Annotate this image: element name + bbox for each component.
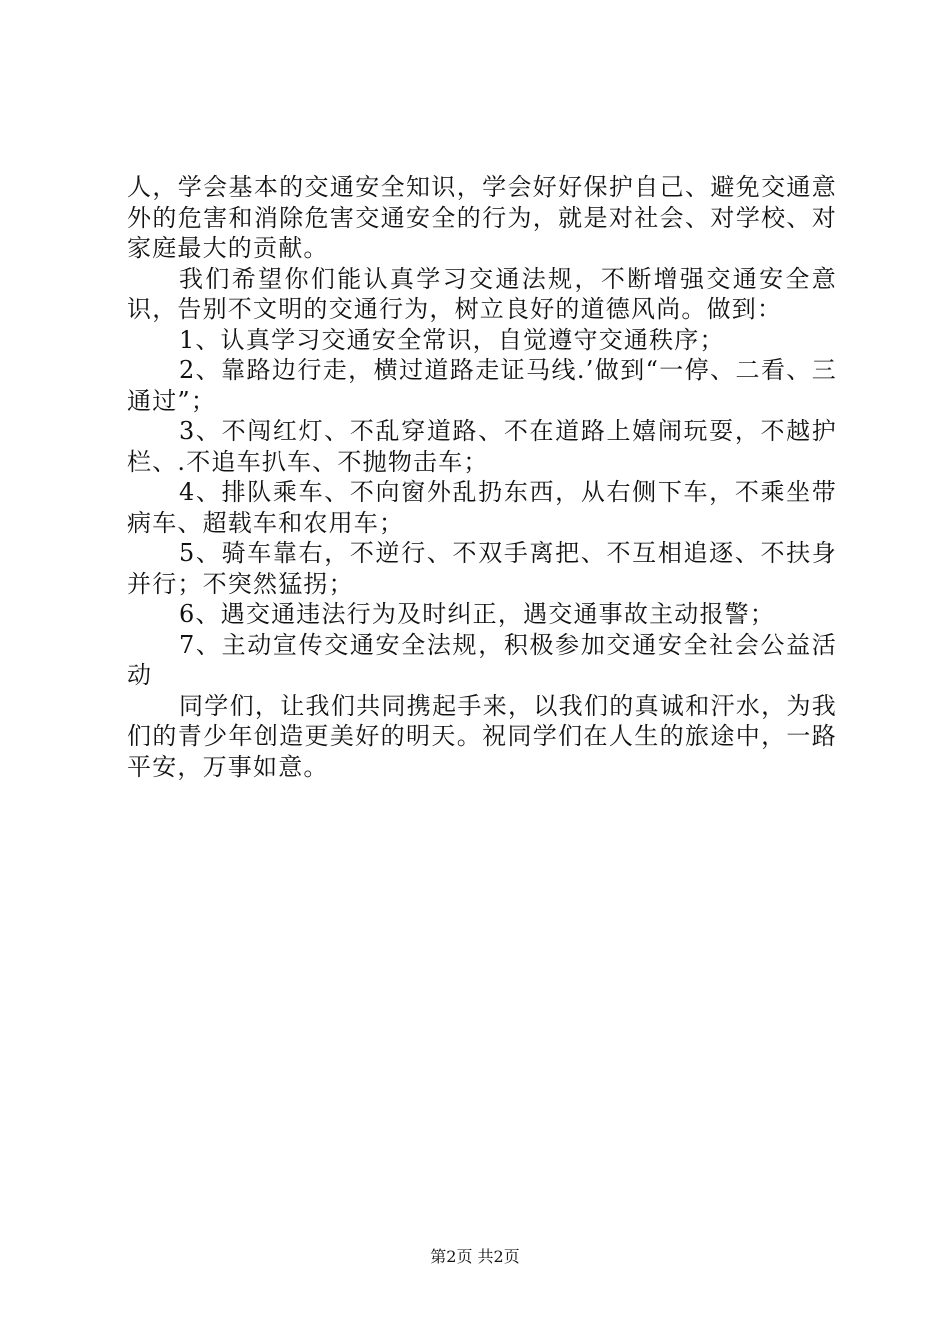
list-item-5: 5、骑车靠右，不逆行、不双手离把、不互相追逐、不扶身并行；不突然猛拐； (127, 539, 837, 598)
list-item-1: 1、认真学习交通安全常识，自觉遵守交通秩序； (179, 325, 725, 354)
list-item-3: 3、不闯红灯、不乱穿道路、不在道路上嬉闹玩耍，不越护栏、.不追车扒车、不抛物击车； (127, 417, 837, 476)
document-body (127, 172, 837, 782)
list-item-7: 7、主动宣传交通安全法规，积极参加交通安全社会公益活动 (127, 630, 837, 689)
paragraph-closing: 同学们，让我们共同携起手来，以我们的真诚和汗水，为我们的青少年创造更美好的明天。祝同学们在人生的旅途中，一路平安，万事如意。 (127, 691, 837, 781)
paragraph-intro-continuation: 人，学会基本的交通安全知识，学会好好保护自己、避免交通意外的危害和消除危害交通安全的行为，就是对社会、对学校、对家庭最大的贡献。 (127, 173, 837, 262)
list-item-6: 6、遇交通违法行为及时纠正，遇交通事故主动报警； (179, 600, 776, 628)
list-item-2: 2、靠路边行走，横过道路走证马线.’做到“一停、二看、三通过”； (127, 356, 837, 415)
page-number-footer: 第2页 共2页 (430, 1247, 520, 1266)
list-item-4: 4、排队乘车、不向窗外乱扔东西，从右侧下车，不乘坐带病车、超载车和农用车； (127, 478, 837, 537)
paragraph-hope: 我们希望你们能认真学习交通法规，不断增强交通安全意识，告别不文明的交通行为，树立良好的道德风尚。做到： (127, 264, 837, 323)
